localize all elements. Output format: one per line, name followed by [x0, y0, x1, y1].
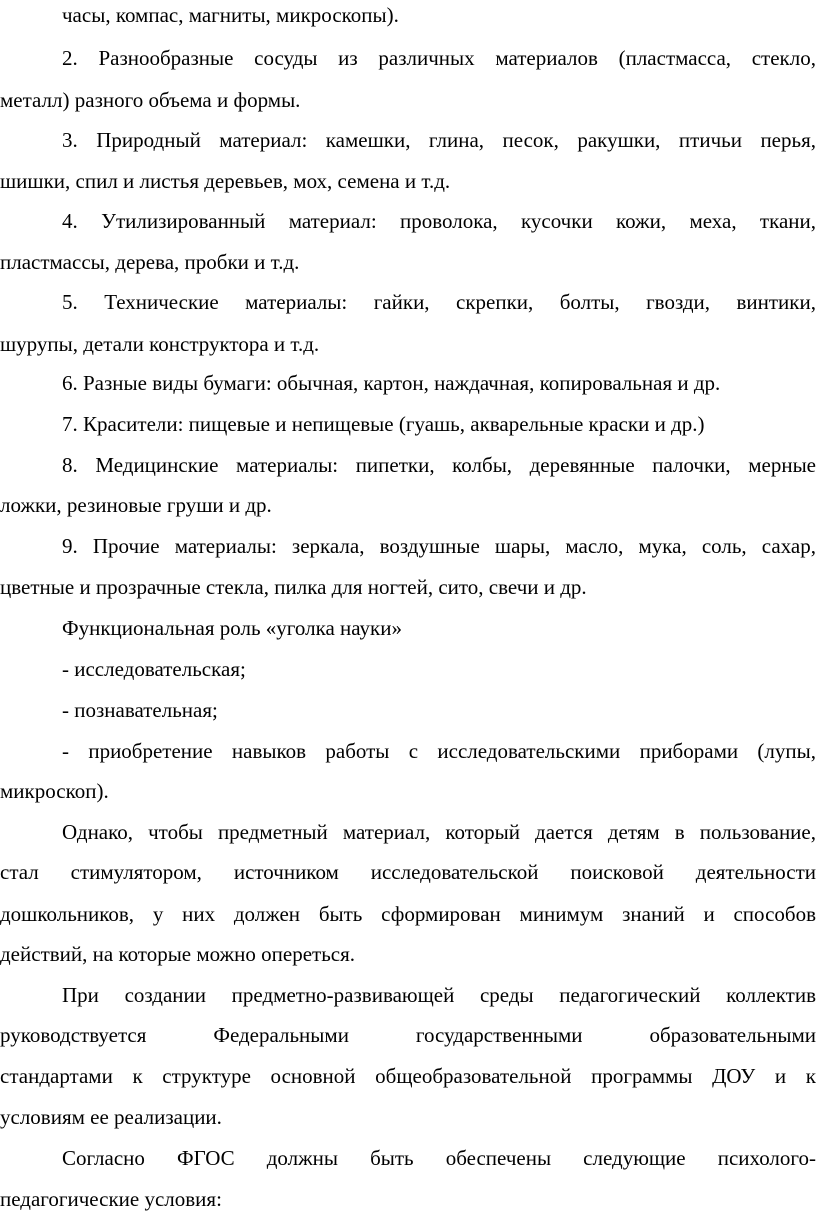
text-line: Однако, чтобы предметный материал, который дается детям в пользование,	[62, 820, 816, 844]
text-line: металл) разного объема и формы.	[0, 88, 301, 112]
text-line: Функциональная роль «уголка науки»	[62, 616, 402, 640]
text-line: При создании предметно-развивающей среды педагогический коллектив	[62, 983, 816, 1007]
text-line: 3. Природный материал: камешки, глина, песок, ракушки, птичьи перья,	[62, 128, 816, 152]
text-line: шурупы, детали конструктора и т.д.	[0, 332, 320, 356]
text-line: - исследовательская;	[62, 657, 246, 681]
text-line: ложки, резиновые груши и др.	[0, 493, 272, 517]
text-line: стал стимулятором, источником исследовательской поисковой деятельности	[0, 860, 816, 884]
text-line: 5. Технические материалы: гайки, скрепки, болты, гвозди, винтики,	[62, 290, 816, 314]
text-line: микроскоп).	[0, 779, 109, 803]
text-line: - приобретение навыков работы с исследовательскими приборами (лупы,	[62, 739, 816, 763]
text-line: 2. Разнообразные сосуды из различных материалов (пластмасса, стекло,	[62, 46, 816, 70]
text-line: дошкольников, у них должен быть сформирован минимум знаний и способов	[0, 902, 816, 926]
text-line: часы, компас, магниты, микроскопы).	[62, 3, 399, 27]
text-line: условиям ее реализации.	[0, 1105, 222, 1129]
text-line: 8. Медицинские материалы: пипетки, колбы, деревянные палочки, мерные	[62, 453, 816, 477]
text-line: 6. Разные виды бумаги: обычная, картон, наждачная, копировальная и др.	[62, 371, 721, 395]
text-line: - познавательная;	[62, 698, 218, 722]
text-line: пластмассы, дерева, пробки и т.д.	[0, 250, 300, 274]
text-line: педагогические условия:	[0, 1187, 222, 1211]
text-line: действий, на которые можно опереться.	[0, 942, 356, 966]
text-line: шишки, спил и листья деревьев, мох, семена и т.д.	[0, 169, 451, 193]
text-line: цветные и прозрачные стекла, пилка для ногтей, сито, свечи и др.	[0, 575, 587, 599]
text-line: 4. Утилизированный материал: проволока, кусочки кожи, меха, ткани,	[62, 209, 816, 233]
text-line: 7. Красители: пищевые и непищевые (гуашь, акварельные краски и др.)	[62, 412, 705, 436]
text-line: Согласно ФГОС должны быть обеспечены следующие психолого-	[62, 1146, 816, 1170]
text-line: 9. Прочие материалы: зеркала, воздушные шары, масло, мука, соль, сахар,	[62, 534, 816, 558]
text-line: стандартами к структуре основной общеобразовательной программы ДОУ и к	[0, 1064, 816, 1088]
text-line: руководствуется Федеральными государственными образовательными	[0, 1023, 816, 1047]
